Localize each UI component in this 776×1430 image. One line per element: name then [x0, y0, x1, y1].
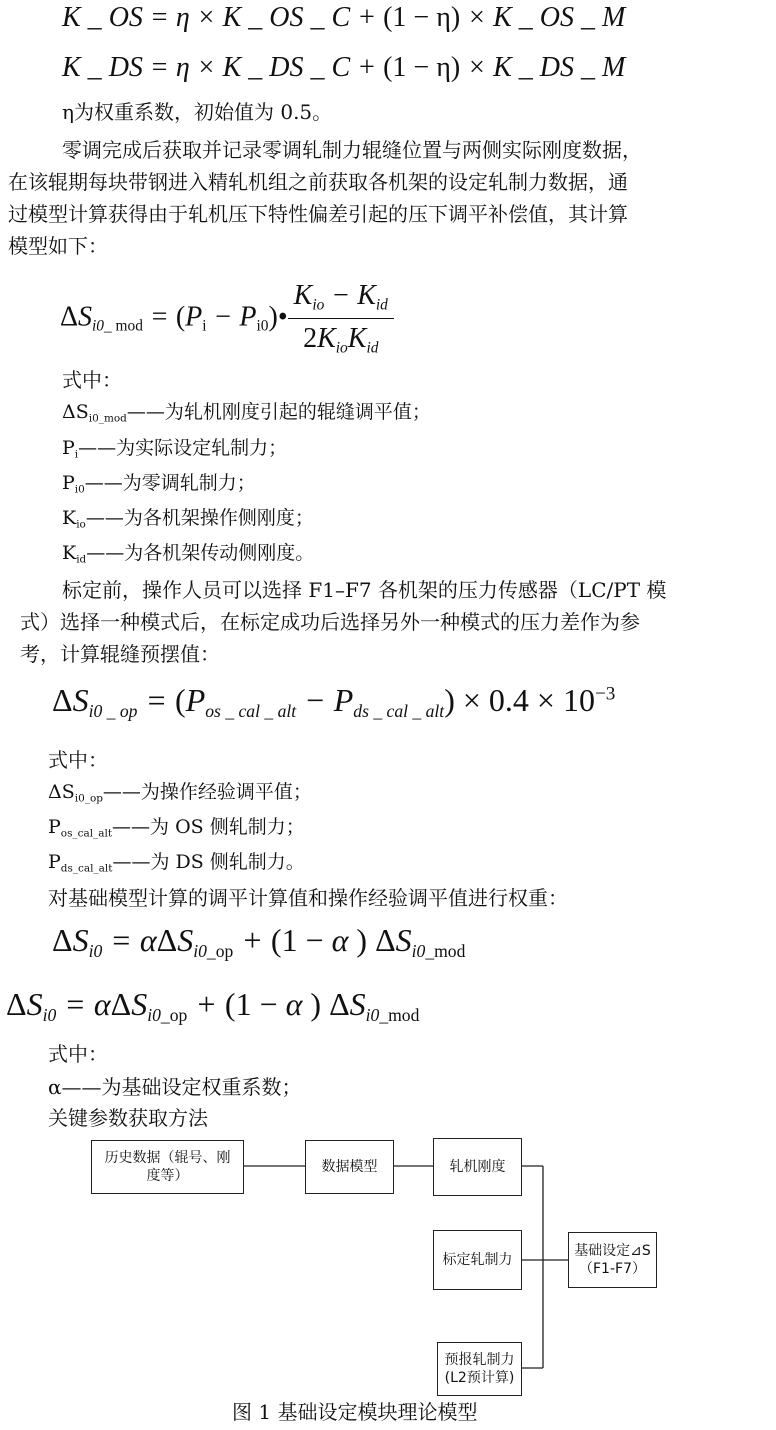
- paragraph-2-line-3: 考，计算辊缝预摆值：: [20, 642, 220, 666]
- paragraph-2-line-2: 式）选择一种模式后，在标定成功后选择另外一种模式的压力差作为参: [20, 610, 640, 634]
- formula-weighted-1: $\Delta S_{i0} = \alpha\Delta S_{i0\_op} + (1 - \alpha$ ) $\Delta S_{i0\_mod}$: [52, 922, 466, 962]
- definition-delta-s-mod: $\Delta S_{i0\_mod}——$为轧机刚度引起的辊缝调平值；: [62, 401, 431, 425]
- box-history-data: 历史数据（辊号、刚 度等）: [91, 1140, 244, 1194]
- definition-kid: $K_{id}——$为各机架传动侧刚度。: [62, 542, 315, 566]
- paragraph-1-line-3: 过模型计算获得由于轧机压下特性偏差引起的压下调平补偿值，其计算: [8, 202, 628, 226]
- weight-line: 对基础模型计算的调平计算值和操作经验调平值进行权重：: [48, 886, 568, 910]
- where-label-3: 式中：: [48, 1042, 108, 1066]
- formula-k-os: K _ OS = η × K _ OS _ C + (1 − η) × K _ OS _ M: [62, 2, 626, 33]
- box-basic-setting: 基础设定⊿S （F1-F7）: [568, 1232, 657, 1288]
- paragraph-1-line-4: 模型如下：: [8, 234, 108, 258]
- where-label-2: 式中：: [48, 748, 108, 772]
- paragraph-1-line-2: 在该辊期每块带钢进入精轧机组之前获取各机架的设定轧制力数据，通: [8, 170, 628, 194]
- paragraph-1-line-1: 零调完成后获取并记录零调轧制力辊缝位置与两侧实际刚度数据，: [62, 138, 642, 162]
- box-forecast-force: 预报轧制力 (L2预计算): [437, 1342, 522, 1396]
- box-mill-stiffness: 轧机刚度: [433, 1138, 522, 1196]
- formula-k-ds: K _ DS = η × K _ DS _ C + (1 − η) × K _ DS _ M: [62, 52, 626, 83]
- box-calibration-force: 标定轧制力: [433, 1230, 522, 1290]
- eta-note: η为权重系数，初始值为 0.5。: [62, 100, 333, 124]
- figure-caption: 图 1 基础设定模块理论模型: [232, 1400, 478, 1424]
- alpha-definition: α——为基础设定权重系数；: [48, 1075, 302, 1099]
- paragraph-2-line-1: 标定前，操作人员可以选择 F1–F7 各机架的压力传感器（LC/PT 模: [62, 578, 667, 602]
- definition-p-os: $P_{os\_cal\_alt}——$为 OS 侧轧制力；: [48, 816, 305, 840]
- definition-delta-s-op: $\Delta S_{i0\_op}——$为操作经验调平值；: [48, 781, 312, 805]
- formula-delta-s-op: $\Delta S_{i0 \_ op} = (P_{os \_ cal \_ alt} - P_{ds \_ cal \_ alt}) \times 0.4 \times 10^{-3}$: [52, 682, 616, 722]
- definition-pi: $P_i——$为实际设定轧制力；: [62, 437, 288, 461]
- definition-pi0: $P_{i0}——$为零调轧制力；: [62, 472, 256, 496]
- definition-kio: $K_{io}——$为各机架操作侧刚度；: [62, 507, 314, 531]
- formula-delta-s-mod: $\Delta S_{i0\_ mod} = (P_i$ − $P_{i0})•$ $\frac{K_{io} - K_{id}}{2K_{io}K_{id}}$: [60, 280, 394, 358]
- where-label-1: 式中：: [62, 368, 122, 392]
- formula-weighted-2: $\Delta S_{i0} = \alpha\Delta S_{i0\_op} + (1 - \alpha$ ) $\Delta S_{i0\_mod}$: [6, 986, 420, 1026]
- box-data-model: 数据模型: [305, 1140, 394, 1194]
- key-params-heading: 关键参数获取方法: [48, 1106, 208, 1130]
- definition-p-ds: $P_{ds\_cal\_alt}——$为 DS 侧轧制力。: [48, 851, 305, 875]
